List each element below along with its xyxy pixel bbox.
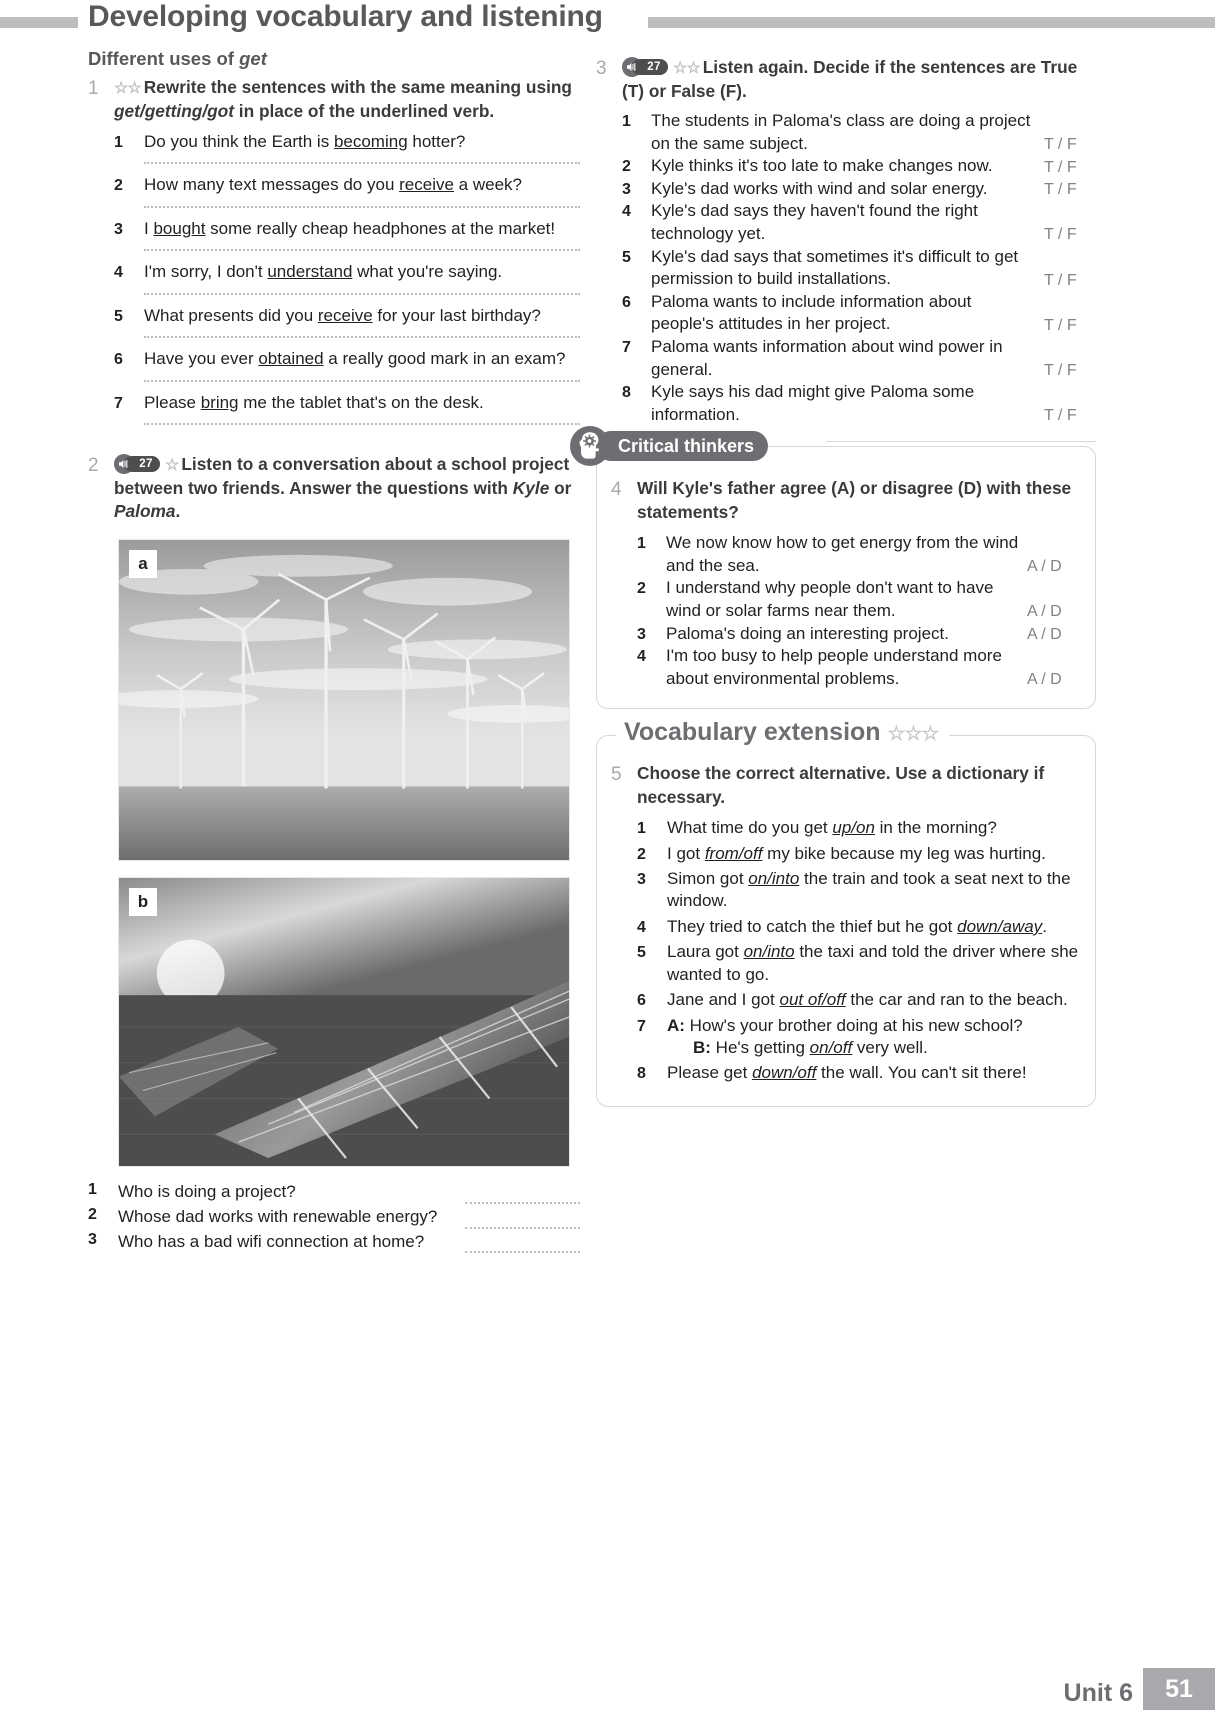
- item-text: The students in Paloma's class are doing a project on the same subject.: [651, 110, 1031, 153]
- answer-line[interactable]: [465, 1239, 580, 1253]
- vocabulary-extension-panel: [596, 735, 1096, 1107]
- list-item: [637, 1015, 1079, 1060]
- item-number: 2: [114, 177, 123, 195]
- subheading-italic: get: [239, 48, 267, 69]
- critical-thinkers-badge: [570, 426, 768, 466]
- item-underlined-verb: receive: [399, 175, 454, 195]
- item-underlined-verb: bought: [153, 218, 206, 238]
- item-number: 3: [114, 220, 123, 238]
- exercise-2-questions: [88, 1181, 580, 1253]
- item-text: [144, 131, 580, 153]
- item-text-post: the wall. You can't sit there!: [816, 1063, 1027, 1083]
- item-text: [667, 843, 1079, 865]
- exercise-1-rubric: [114, 76, 580, 123]
- header-rule-right: [648, 17, 1215, 28]
- photo-label-a: a: [129, 550, 157, 578]
- item-text: [667, 1015, 1079, 1060]
- exercise-3-number: 3: [596, 58, 607, 79]
- answer-line[interactable]: [144, 249, 580, 251]
- item-number: 4: [114, 264, 123, 282]
- item-number: 1: [114, 133, 123, 151]
- item-number: 6: [622, 293, 631, 311]
- item-number: 6: [637, 992, 646, 1010]
- item-underlined-verb: understand: [267, 262, 353, 282]
- item-text-post: what you're saying.: [352, 262, 503, 282]
- list-item: [114, 131, 580, 153]
- list-item: [637, 1062, 1079, 1084]
- answer-line[interactable]: [465, 1215, 580, 1229]
- critical-thinkers-panel: [596, 446, 1096, 709]
- item-text: Kyle's dad says they haven't found the right technology yet.: [651, 201, 978, 243]
- list-item: [114, 392, 580, 414]
- vocabulary-extension-title-text: Vocabulary extension: [624, 718, 881, 747]
- exercise-2-rubric-b: .: [175, 500, 181, 521]
- true-false-option[interactable]: T / F: [1044, 361, 1077, 379]
- item-underlined-verb: becoming: [333, 131, 408, 151]
- critical-thinkers-rule: [826, 441, 1096, 442]
- item-text: [667, 817, 1079, 839]
- item-number: 6: [114, 351, 123, 369]
- answer-line[interactable]: [144, 293, 580, 295]
- page-header: [0, 0, 1215, 46]
- list-item: [637, 868, 1079, 913]
- item-text: [144, 305, 580, 327]
- exercise-5: [611, 762, 1079, 809]
- answer-line[interactable]: [144, 380, 580, 382]
- item-text-post: hotter?: [407, 131, 466, 151]
- item-text-pre: I got: [667, 843, 705, 863]
- list-item: [637, 843, 1079, 865]
- alternative-choice[interactable]: down/off: [752, 1063, 817, 1083]
- item-number: 1: [637, 820, 646, 838]
- list-item: [114, 174, 580, 196]
- table-row: [637, 577, 1079, 622]
- wind-turbine-illustration: [119, 540, 569, 860]
- true-false-option[interactable]: T / F: [1044, 158, 1077, 176]
- exercise-2-name-kyle: Kyle: [512, 477, 550, 498]
- photo-wind-turbines: [118, 539, 570, 861]
- page-number: 51: [1143, 1668, 1215, 1710]
- item-text-post: a week?: [453, 175, 522, 195]
- item-text: Paloma wants information about wind power in general.: [651, 337, 1003, 379]
- answer-line[interactable]: [144, 162, 580, 164]
- item-text-pre: Do you think the Earth is: [144, 131, 334, 151]
- alternative-choice[interactable]: out of/off: [779, 990, 846, 1010]
- item-text-pre: I: [144, 218, 154, 238]
- item-number: 7: [622, 339, 631, 357]
- exercise-4-rubric: Will Kyle's father agree (A) or disagree (D) with these statements?: [637, 478, 1072, 522]
- list-item: [88, 1181, 580, 1204]
- item-number: 2: [637, 580, 646, 598]
- exercise-5-number: 5: [611, 764, 622, 786]
- item-text-post: in the morning?: [874, 818, 997, 838]
- item-text-post: .: [1042, 916, 1047, 936]
- item-text: Who is doing a project?: [118, 1182, 296, 1202]
- item-text-pre: What time do you get: [667, 818, 833, 838]
- true-false-option[interactable]: T / F: [1044, 407, 1077, 425]
- item-number: 1: [637, 535, 646, 553]
- true-false-option[interactable]: T / F: [1044, 226, 1077, 244]
- item-text: Paloma's doing an interesting project.: [666, 623, 949, 643]
- item-text: Kyle's dad says that sometimes it's difficult to get permission to build installations.: [651, 246, 1019, 289]
- list-item: [637, 989, 1079, 1011]
- agree-disagree-option[interactable]: A / D: [1027, 558, 1062, 576]
- item-text: Whose dad works with renewable energy?: [118, 1206, 438, 1226]
- star-rating-icon: ☆☆☆: [887, 723, 939, 746]
- item-text-post: me the tablet that's on the desk.: [238, 392, 484, 412]
- audio-track-number: 27: [139, 458, 153, 470]
- table-row: [622, 110, 1096, 155]
- list-item: [114, 348, 580, 370]
- answer-line[interactable]: [465, 1190, 580, 1204]
- vocabulary-extension-section: [596, 718, 1096, 1107]
- unit-label: Unit 6: [1063, 1679, 1133, 1707]
- exercise-2-rubric-a: Listen to a conversation about a school project between two friends. Answer the questions with: [114, 454, 570, 498]
- exercise-4-items: [637, 532, 1079, 690]
- list-item: [637, 817, 1079, 839]
- critical-thinkers-label: Critical thinkers: [596, 431, 768, 461]
- page-footer: [885, 1666, 1215, 1710]
- answer-line[interactable]: [144, 423, 580, 425]
- true-false-option[interactable]: T / F: [1044, 181, 1077, 199]
- item-number: 2: [88, 1205, 97, 1223]
- true-false-option[interactable]: T / F: [1044, 135, 1077, 153]
- exercise-2-rubric-mid: or: [549, 477, 572, 498]
- table-row: [637, 645, 1079, 690]
- list-item: [114, 261, 580, 283]
- item-number: 4: [622, 203, 631, 221]
- item-text: [144, 392, 580, 414]
- subheading-text: Different uses of: [88, 48, 240, 69]
- speaker-a-text: How's your brother doing at his new school?: [684, 1015, 1023, 1035]
- item-text-pre: What presents did you: [144, 305, 318, 325]
- item-text-post: the taxi and told the driver where she wanted to go.: [667, 942, 1079, 984]
- item-number: 5: [622, 248, 631, 266]
- brain-gear-glyph: [570, 426, 610, 466]
- audio-track-icon[interactable]: [114, 454, 160, 474]
- item-underlined-verb: receive: [317, 305, 373, 325]
- alternative-choice[interactable]: on/off: [809, 1038, 853, 1058]
- critical-thinkers-section: [596, 436, 1096, 709]
- list-item: [88, 1206, 580, 1229]
- exercise-3-rubric: [622, 56, 1096, 103]
- table-row: [622, 246, 1096, 291]
- item-text: I understand why people don't want to have wind or solar farms near them.: [666, 578, 994, 620]
- item-number: 5: [114, 307, 123, 325]
- right-column: [596, 56, 1096, 1107]
- photo-label-b: b: [129, 888, 157, 916]
- item-text: [144, 218, 580, 240]
- exercise-4-number: 4: [611, 479, 622, 501]
- item-number: 3: [637, 870, 646, 888]
- agree-disagree-option[interactable]: A / D: [1027, 625, 1062, 643]
- speaker-a-label: A:: [667, 1015, 685, 1035]
- item-text-post: a really good mark in an exam?: [323, 349, 566, 369]
- exercise-2-rubric: [114, 453, 580, 523]
- exercise-1-rubric-b: in place of the underlined verb.: [233, 100, 495, 121]
- list-item: [637, 916, 1079, 938]
- exercise-2-number: 2: [88, 455, 99, 476]
- item-underlined-verb: obtained: [258, 349, 324, 369]
- dialogue-line-b: [693, 1037, 1079, 1059]
- page-title: Developing vocabulary and listening: [88, 0, 603, 33]
- item-text-post: the train and took a seat next to the window.: [667, 868, 1071, 911]
- item-number: 1: [622, 112, 631, 130]
- list-item: [114, 218, 580, 240]
- item-text: Kyle's dad works with wind and solar energy.: [651, 178, 988, 198]
- table-row: [622, 381, 1096, 426]
- brain-head-icon: [570, 426, 610, 466]
- item-text-post: for your last birthday?: [372, 305, 541, 325]
- item-number: 5: [637, 944, 646, 962]
- true-false-option[interactable]: T / F: [1044, 316, 1077, 334]
- item-text-post: the car and ran to the beach.: [845, 990, 1068, 1010]
- solar-panel-illustration: [119, 878, 569, 1166]
- left-column: [88, 48, 580, 1255]
- item-number: 4: [637, 648, 646, 666]
- speaker-b-label: B:: [693, 1038, 711, 1058]
- item-number: 3: [637, 625, 646, 643]
- exercise-3: [596, 56, 1096, 103]
- item-text: [144, 174, 580, 196]
- vocabulary-extension-title: [616, 718, 949, 747]
- item-text: [144, 261, 580, 283]
- exercise-4: [611, 477, 1079, 524]
- item-text: [667, 916, 1079, 938]
- item-number: 7: [114, 394, 123, 412]
- item-text-pre: Simon got: [667, 868, 749, 888]
- item-text-pre: They tried to catch the thief but he got: [667, 916, 958, 936]
- list-item: [88, 1231, 580, 1254]
- item-text-pre: Jane and I got: [667, 990, 780, 1010]
- alternative-choice[interactable]: down/away: [957, 916, 1043, 936]
- alternative-choice[interactable]: up/on: [832, 818, 875, 838]
- item-underlined-verb: bring: [200, 392, 239, 412]
- item-number: 3: [88, 1230, 97, 1248]
- table-row: [637, 532, 1079, 577]
- exercise-2: [88, 453, 580, 523]
- item-text-pre: Please get: [667, 1063, 753, 1083]
- item-text-pre: I'm sorry, I don't: [144, 262, 268, 282]
- item-text-post: some really cheap headphones at the market!: [205, 218, 556, 238]
- star-rating-icon: ☆☆: [114, 80, 141, 97]
- star-rating-icon: ☆☆: [673, 60, 700, 77]
- item-text: Who has a bad wifi connection at home?: [118, 1231, 425, 1251]
- answer-line[interactable]: [144, 206, 580, 208]
- item-text: [667, 989, 1079, 1011]
- item-number: 7: [637, 1017, 646, 1035]
- item-text-pre: Laura got: [667, 942, 744, 962]
- list-item: [637, 941, 1079, 986]
- item-text: I'm too busy to help people understand more about environmental problems.: [666, 646, 1002, 688]
- alternative-choice[interactable]: from/off: [704, 843, 763, 863]
- item-text: [667, 1062, 1079, 1084]
- header-rule-left: [0, 17, 78, 28]
- exercise-1-items: [114, 131, 580, 425]
- exercise-5-items: [637, 817, 1079, 1085]
- item-text: Kyle thinks it's too late to make changes now.: [651, 156, 993, 176]
- exercise-5-rubric: Choose the correct alternative. Use a dictionary if necessary.: [637, 763, 1045, 807]
- agree-disagree-option[interactable]: A / D: [1027, 671, 1062, 689]
- list-item: [114, 305, 580, 327]
- item-number: 4: [637, 918, 646, 936]
- exercise-3-rubric-text: Listen again. Decide if the sentences are True (T) or False (F).: [622, 57, 1078, 101]
- item-text: [144, 348, 580, 370]
- exercise-1-rubric-italic: get/getting/got: [114, 100, 234, 121]
- speaker-b-text-pre: He's getting: [710, 1038, 810, 1058]
- table-row: [622, 336, 1096, 381]
- item-text: Kyle says his dad might give Paloma some information.: [651, 382, 975, 424]
- item-text: [667, 941, 1079, 986]
- agree-disagree-option[interactable]: A / D: [1027, 603, 1062, 621]
- alternative-choice[interactable]: on/into: [748, 868, 800, 888]
- table-row: [622, 178, 1096, 201]
- photo-solar-panels: [118, 877, 570, 1167]
- item-number: 2: [637, 845, 646, 863]
- item-text: We now know how to get energy from the wind and the sea.: [666, 533, 1019, 575]
- alternative-choice[interactable]: on/into: [743, 942, 795, 962]
- dialogue-line-a: [667, 1015, 1079, 1037]
- item-number: 3: [622, 180, 631, 198]
- item-number: 8: [622, 384, 631, 402]
- true-false-option[interactable]: T / F: [1044, 271, 1077, 289]
- table-row: [622, 291, 1096, 336]
- answer-line[interactable]: [144, 336, 580, 338]
- item-text-pre: How many text messages do you: [144, 175, 400, 195]
- exercise-3-items: [622, 110, 1096, 427]
- exercise-1-number: 1: [88, 78, 99, 99]
- table-row: [622, 155, 1096, 178]
- item-number: 1: [88, 1181, 97, 1199]
- audio-track-icon[interactable]: [622, 57, 668, 77]
- exercise-1-rubric-a: Rewrite the sentences with the same meaning using: [143, 77, 572, 97]
- item-number: 8: [637, 1065, 646, 1083]
- section-subheading: [88, 48, 580, 70]
- speaker-b-text-post: very well.: [852, 1038, 928, 1058]
- table-row: [622, 200, 1096, 245]
- exercise-2-name-paloma: Paloma: [114, 500, 176, 521]
- item-text-pre: Have you ever: [144, 349, 259, 369]
- star-rating-icon: ☆: [165, 457, 179, 474]
- item-text-pre: Please: [144, 392, 201, 412]
- item-text: [667, 868, 1079, 913]
- item-text-post: my bike because my leg was hurting.: [762, 843, 1046, 863]
- exercise-1: [88, 76, 580, 123]
- table-row: [637, 623, 1079, 646]
- audio-track-number: 27: [647, 61, 661, 73]
- item-number: 2: [622, 158, 631, 176]
- item-text: Paloma wants to include information about people's attitudes in her project.: [651, 291, 972, 334]
